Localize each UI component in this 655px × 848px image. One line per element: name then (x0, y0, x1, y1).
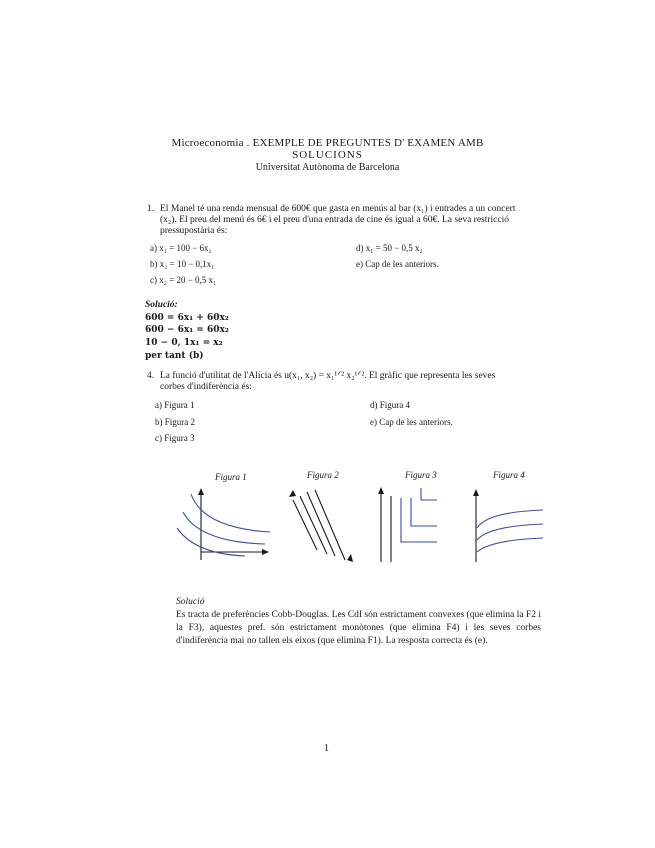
question-1-text-line2: (x₂). El preu del menú és 6€ i el preu d'una entrada de cine és igual a 60€. La seva restricció (160, 215, 509, 225)
header-university: Universitat Autònoma de Barcelona (255, 162, 400, 173)
question-1-option-e: e) Cap de les anteriors. (356, 259, 439, 269)
question-1-option-d: d) x₁ = 50 − 0,5 x₂ (356, 243, 423, 253)
question-1-text-line3: pressupostària és: (160, 226, 228, 236)
figure-3-graphic (378, 487, 437, 562)
figure-1-curve-2 (183, 512, 265, 544)
figure-2-line-2 (300, 496, 327, 554)
figure-4-curve-2 (477, 524, 543, 540)
solution-4-heading: Solució (176, 597, 205, 607)
figure-1-curve-1 (191, 494, 270, 532)
question-1-option-b: b) x₂ = 10 − 0,1x₁ (150, 259, 215, 269)
solution-1-heading: Solució: (145, 300, 178, 310)
figure-2-line-4 (315, 490, 345, 560)
solution-1-conclusion: per tant (b) (145, 351, 204, 361)
figure-1-x-arrow (262, 549, 269, 555)
solution-4-paragraph: Es tracta de preferències Cobb-Douglas. Les CdI són estrictament convexes (que elimina la F2 i la F3), aquestes pref. són estrictament monòtones (que elimina F4) i les seves corbes d'indiferència mai no tallen els eixos (que elimina F1). La resposta correcta és (e). (176, 610, 541, 646)
indifference-curve-figures (165, 470, 545, 570)
figure-1-label: Figura 1 (215, 472, 247, 482)
figure-3-curve-2 (411, 498, 437, 526)
solution-1-equation-1: 600 = 6x₁ + 60x₂ (145, 313, 229, 323)
figure-4-curve-3 (477, 538, 543, 552)
figure-2-arrow-bottom (347, 554, 353, 562)
question-1-option-a: a) x₁ = 100 − 6x₂ (150, 243, 212, 253)
question-4-option-b: b) Figura 2 (155, 417, 195, 427)
question-4-option-d: d) Figura 4 (370, 400, 410, 410)
figure-4-curve-1 (477, 510, 543, 528)
solution-1-equation-3: 10 − 0, 1x₁ = x₂ (145, 338, 223, 348)
solution-1-equation-2: 600 − 6x₁ = 60x₂ (145, 325, 229, 335)
figure-3-curve-3 (421, 488, 437, 500)
question-4-text-line2: corbes d'indiferència és: (160, 382, 252, 392)
page-number: 1 (324, 743, 329, 754)
header-line-1: Microeconomia . EXEMPLE DE PREGUNTES D' EXAMEN AMB (171, 137, 484, 149)
figure-2-line-3 (307, 492, 335, 556)
question-4-number: 4. (147, 371, 155, 381)
figure-4-label: Figura 4 (493, 470, 525, 480)
question-1-number: 1. (147, 204, 155, 214)
question-4-text-line1: La funció d'utilitat de l'Alícia és u(x₁, x₂) = x₁¹ᐟ² x₂¹ᐟ². El gràfic que representa les seves (160, 371, 496, 381)
figure-3-curve-1 (401, 498, 437, 542)
figure-1-graphic (177, 488, 270, 560)
figure-2-label: Figura 2 (307, 470, 339, 480)
figure-4-y-arrow (473, 489, 479, 496)
question-4-option-a: a) Figura 1 (155, 400, 195, 410)
figure-2-graphic (289, 490, 353, 562)
question-1-option-c: c) x₂ = 20 − 0,5 x₁ (150, 275, 217, 285)
figure-3-y-arrow (378, 487, 384, 494)
question-1-text-line1: El Manel té una renda mensual de 600€ que gasta en menús al bar (x₁) i entrades a un concert (160, 204, 516, 214)
question-4-option-e: e) Cap de les anteriors. (370, 417, 453, 427)
question-4-option-c: c) Figura 3 (155, 433, 195, 443)
header-line-2: SOLUCIONS (292, 149, 363, 161)
figure-2-arrow-top (289, 490, 296, 497)
figure-4-graphic (473, 489, 543, 562)
figure-3-label: Figura 3 (405, 470, 437, 480)
figure-1-y-arrow (198, 488, 204, 495)
